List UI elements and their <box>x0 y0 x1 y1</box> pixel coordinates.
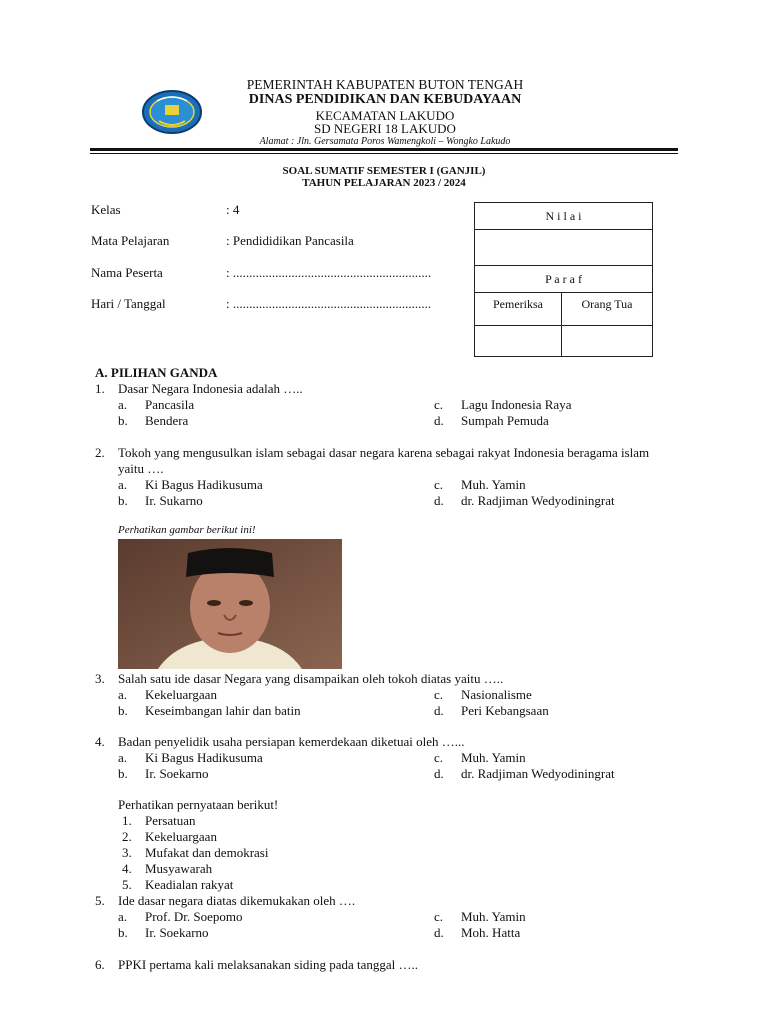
q1-d-text: Sumpah Pemuda <box>461 413 549 428</box>
score-pemeriksa-label: Pemeriksa <box>475 293 562 326</box>
field-value-kelas: : 4 <box>226 202 240 217</box>
q4-d-letter: d. <box>434 766 444 781</box>
statement-number: 1. <box>122 813 132 828</box>
header-rule-thick <box>90 148 678 151</box>
q3-d-text: Peri Kebangsaan <box>461 703 549 718</box>
q1-number: 1. <box>95 381 105 396</box>
q4-b-text: Ir. Soekarno <box>145 766 209 781</box>
header-school: SD NEGERI 18 LAKUDO <box>314 121 456 136</box>
q2-c-letter: c. <box>434 477 444 492</box>
header-district: KECAMATAN LAKUDO <box>315 108 455 123</box>
q2-a-text: Ki Bagus Hadikusuma <box>145 477 263 492</box>
section-heading: A. PILIHAN GANDA <box>95 365 218 380</box>
field-value-nama: : ............................................................. <box>226 265 432 280</box>
q2-a-letter: a. <box>118 477 128 492</box>
q2-text: Tokoh yang mengusulkan islam sebagai dasar negara karena sebagai rakyat Indonesia beragama islam yaitu …. <box>118 445 650 476</box>
q4-d-text: dr. Radjiman Wedyodiningrat <box>461 766 615 781</box>
q3-c-text: Nasionalisme <box>461 687 532 702</box>
q1-b-text: Bendera <box>145 413 189 428</box>
q3-text: Salah satu ide dasar Negara yang disampaikan oleh tokoh diatas yaitu ….. <box>118 671 504 686</box>
q4-c-letter: c. <box>434 750 444 765</box>
field-value-mapel: : Pendididikan Pancasila <box>226 233 354 248</box>
header-address: Alamat : Jln. Gersamata Poros Wamengkoli – Wongko Lakudo <box>259 136 511 147</box>
score-paraf-label: P a r a f <box>475 266 653 293</box>
q1-d-letter: d. <box>434 413 444 428</box>
statement-text: Mufakat dan demokrasi <box>145 845 269 860</box>
statement-instruction: Perhatikan pernyataan berikut! <box>118 797 279 812</box>
field-label-nama: Nama Peserta <box>91 265 163 280</box>
q3-b-text: Keseimbangan lahir dan batin <box>145 703 301 718</box>
q5-d-text: Moh. Hatta <box>461 925 521 940</box>
q3-d-letter: d. <box>434 703 444 718</box>
q4-a-text: Ki Bagus Hadikusuma <box>145 750 263 765</box>
q6-text: PPKI pertama kali melaksanakan siding pada tanggal ….. <box>118 957 419 972</box>
q1-text: Dasar Negara Indonesia adalah ….. <box>118 381 303 396</box>
header-government: PEMERINTAH KABUPATEN BUTON TENGAH <box>246 77 524 92</box>
q3-a-letter: a. <box>118 687 128 702</box>
q3-b-letter: b. <box>118 703 128 718</box>
q5-d-letter: d. <box>434 925 444 940</box>
header-department: DINAS PENDIDIKAN DAN KEBUDAYAAN <box>248 92 522 107</box>
q5-text: Ide dasar negara diatas dikemukakan oleh …. <box>118 893 356 908</box>
q2-number: 2. <box>95 445 105 460</box>
q3-number: 3. <box>95 671 105 686</box>
q5-c-letter: c. <box>434 909 444 924</box>
q2-c-text: Muh. Yamin <box>461 477 526 492</box>
q4-text: Badan penyelidik usaha persiapan kemerdekaan diketuai oleh …... <box>118 734 465 749</box>
q4-a-letter: a. <box>118 750 128 765</box>
q2-d-letter: d. <box>434 493 444 508</box>
score-pemeriksa-cell <box>475 326 562 357</box>
field-value-tanggal: : ............................................................. <box>226 296 432 311</box>
score-orangtua-cell <box>562 326 653 357</box>
q1-b-letter: b. <box>118 413 128 428</box>
field-label-mapel: Mata Pelajaran <box>91 233 170 248</box>
q1-a-letter: a. <box>118 397 128 412</box>
q4-b-letter: b. <box>118 766 128 781</box>
q5-number: 5. <box>95 893 105 908</box>
q5-a-text: Prof. Dr. Soepomo <box>145 909 243 924</box>
image-instruction: Perhatikan gambar berikut ini! <box>118 524 256 536</box>
q5-c-text: Muh. Yamin <box>461 909 526 924</box>
statement-text: Musyawarah <box>145 861 213 876</box>
statement-number: 4. <box>122 861 132 876</box>
statement-text: Kekeluargaan <box>145 829 217 844</box>
q6-number: 6. <box>95 957 105 972</box>
statement-number: 2. <box>122 829 132 844</box>
q1-c-letter: c. <box>434 397 444 412</box>
score-box <box>474 202 653 357</box>
exam-year: TAHUN PELAJARAN 2023 / 2024 <box>302 177 466 189</box>
score-orangtua-label: Orang Tua <box>562 293 653 326</box>
q2-d-text: dr. Radjiman Wedyodiningrat <box>461 493 615 508</box>
statement-text: Keadialan rakyat <box>145 877 234 892</box>
q5-b-letter: b. <box>118 925 128 940</box>
q5-a-letter: a. <box>118 909 128 924</box>
exam-title: SOAL SUMATIF SEMESTER I (GANJIL) <box>282 165 486 177</box>
q4-c-text: Muh. Yamin <box>461 750 526 765</box>
school-logo <box>141 89 203 135</box>
score-nilai-cell <box>475 230 653 266</box>
q4-number: 4. <box>95 734 105 749</box>
q1-c-text: Lagu Indonesia Raya <box>461 397 572 412</box>
field-label-tanggal: Hari / Tanggal <box>91 296 166 311</box>
header-rule-thin <box>90 153 678 154</box>
q1-a-text: Pancasila <box>145 397 195 412</box>
q3-a-text: Kekeluargaan <box>145 687 217 702</box>
statement-number: 3. <box>122 845 132 860</box>
field-label-kelas: Kelas <box>91 202 121 217</box>
q5-b-text: Ir. Soekarno <box>145 925 209 940</box>
portrait-photo <box>118 539 342 669</box>
statement-text: Persatuan <box>145 813 196 828</box>
q2-b-text: Ir. Sukarno <box>145 493 203 508</box>
q3-c-letter: c. <box>434 687 444 702</box>
score-nilai-label: N i l a i <box>475 203 653 230</box>
q2-b-letter: b. <box>118 493 128 508</box>
statement-number: 5. <box>122 877 132 892</box>
